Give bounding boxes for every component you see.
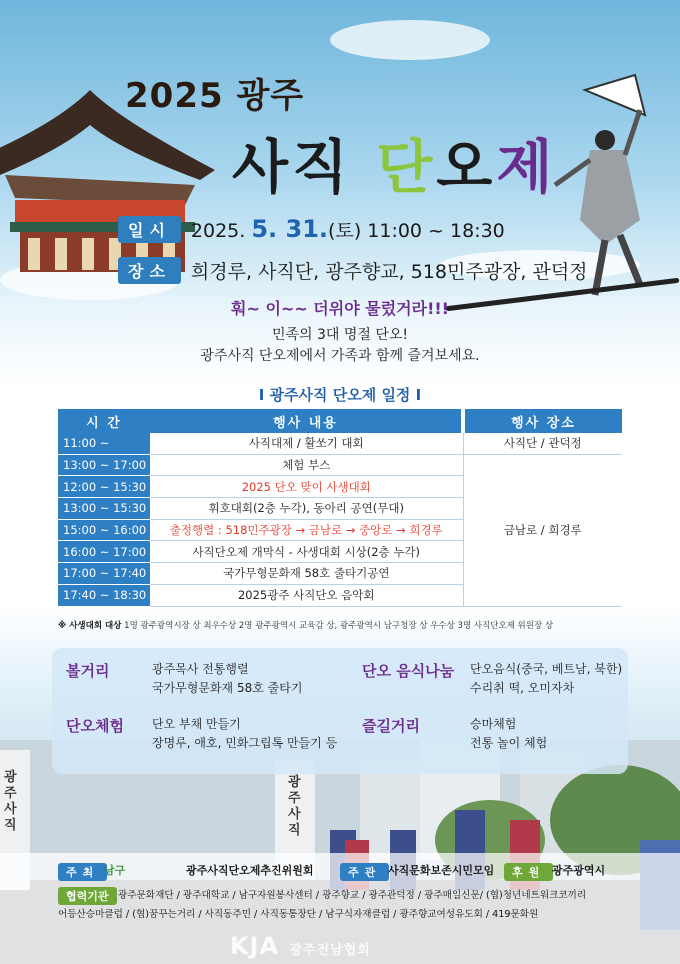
place-text: 희경루, 사직단, 광주향교, 518민주광장, 관덕정 <box>190 260 588 283</box>
row-time: 16:00 ~ 17:00 <box>58 541 150 563</box>
watermark-big: KJA <box>230 932 280 960</box>
host-logo: 남구 <box>104 864 126 877</box>
intro <box>0 325 680 367</box>
row-time: 13:00 ~ 17:00 <box>58 454 150 476</box>
award-text: 1명 광주광역시장 상 최우수상 2명 광주광역시 교육감 상, 광주광역시 남구청장 상 우수상 3명 사직단오제 위원장 상 <box>121 621 554 631</box>
row-event: 체험 부스 <box>150 454 463 476</box>
date-suffix: (토) 11:00 ~ 18:30 <box>328 220 505 242</box>
header-time: 시 간 <box>58 409 150 433</box>
row-time: 12:00 ~ 15:30 <box>58 476 150 498</box>
organizer-tag: 주관 <box>340 863 389 881</box>
program-line: 수리취 떡, 오미자차 <box>470 681 575 695</box>
cloud <box>330 20 490 60</box>
title-main-b: 단 <box>376 133 437 201</box>
row-time: 13:00 ~ 15:30 <box>58 498 150 520</box>
program-line: 승마체험 <box>470 717 517 731</box>
sponsor-tag: 후원 <box>504 863 553 881</box>
program-line: 전통 놀이 체험 <box>470 736 548 750</box>
row-place: 사직단 / 관덕정 <box>463 433 622 454</box>
program-heading-food: 단오 음식나눔 <box>362 662 455 680</box>
program-text-bolgeori <box>152 660 302 698</box>
watermark <box>230 932 371 960</box>
title-main-d: 제 <box>496 133 557 201</box>
coop-tag: 협력기관 <box>58 887 117 905</box>
schedule-header-row <box>58 409 622 433</box>
date-tag: 일시 <box>118 216 181 243</box>
place-row <box>118 257 588 283</box>
intro-line-1: 민족의 3대 명절 단오! <box>271 327 409 343</box>
organizer-name: 사직문화보존시민모임 <box>388 864 495 877</box>
program-line: 광주목사 전통행렬 <box>152 662 249 676</box>
title-main-a: 사직 <box>232 133 377 201</box>
header-event: 행사 내용 <box>150 409 463 433</box>
row-event: 출정행렬 : 518민주광장 → 금남로 → 중앙로 → 희경루 <box>150 519 463 541</box>
row-time: 17:40 ~ 18:30 <box>58 584 150 606</box>
title-main-c: 오 <box>436 133 497 201</box>
table-row <box>58 433 622 454</box>
date-highlight: 5. 31. <box>251 215 329 243</box>
date-row <box>118 216 505 242</box>
program-line: 장명루, 애호, 민화그립톡 만들기 등 <box>152 736 338 750</box>
row-event: 휘호대회(2층 누각), 동아리 공연(무대) <box>150 498 463 520</box>
title-main <box>232 120 556 204</box>
program-line: 단오음식(중국, 베트남, 북한) <box>470 662 623 676</box>
award-note <box>58 619 658 631</box>
row-time: 17:00 ~ 17:40 <box>58 563 150 585</box>
watermark-small: 광주전남협회 <box>289 943 371 958</box>
coop-line-1: 광주문화재단 / 광주대학교 / 남구자원봉사센터 / 광주향교 / 광주관덕정 / 광주매일신문/ (협)청년네트워크코끼리 <box>118 890 587 901</box>
banner-center: 광주사직 <box>288 775 301 838</box>
coop-line-2: 어등산승마클럽 / (협)꿈꾸는거리 / 사직동주민 / 사직동통장단 / 남구식자재클럽 / 광주향교여성유도회 / 419문화원 <box>58 909 539 920</box>
program-text-food <box>470 660 622 698</box>
host-tag: 주최 <box>58 863 107 881</box>
award-prefix: ※ 사생대회 대상 <box>58 621 122 631</box>
row-event: 2025광주 사직단오 음악회 <box>150 584 463 606</box>
program-heading-experience: 단오체험 <box>66 717 124 735</box>
place-tag: 장소 <box>118 257 181 284</box>
date-text <box>191 215 505 243</box>
row-event: 2025 단오 맞이 사생대회 <box>150 476 463 498</box>
table-row <box>58 454 622 476</box>
row-event: 사직대제 / 활쏘기 대회 <box>150 433 463 454</box>
row-event: 사직단오제 개막식 - 사생대회 시상(2층 누각) <box>150 541 463 563</box>
title-year: 2025 광주 <box>125 76 305 116</box>
row-time: 15:00 ~ 16:00 <box>58 519 150 541</box>
banner-left: 광주사직 <box>4 770 17 833</box>
intro-line-2: 광주사직 단오제에서 가족과 함께 즐겨보세요. <box>200 348 480 364</box>
program-text-fun <box>470 715 547 753</box>
date-prefix: 2025. <box>190 220 252 242</box>
row-time: 11:00 ~ <box>58 433 150 454</box>
program-heading-bolgeori: 볼거리 <box>66 662 110 680</box>
row-event: 국가무형문화재 58호 줄타기공연 <box>150 563 463 585</box>
schedule-table <box>58 409 622 607</box>
program-heading-fun: 즐길거리 <box>362 717 420 735</box>
sponsor-name: 광주광역시 <box>552 864 606 877</box>
program-line: 국가무형문화재 58호 줄타기 <box>152 681 303 695</box>
host-name: 광주사직단오제추진위원회 <box>186 864 314 877</box>
program-line: 단오 부채 만들기 <box>152 717 241 731</box>
row-place: 금남로 / 희경루 <box>463 454 622 606</box>
slogan: 훠~ 이~~ 더위야 물렀거라!!! <box>231 299 449 318</box>
programs-box <box>52 648 628 774</box>
schedule-title: I 광주사직 단오제 일정 I <box>258 386 422 404</box>
header-place: 행사 장소 <box>463 409 622 433</box>
program-text-experience <box>152 715 337 753</box>
